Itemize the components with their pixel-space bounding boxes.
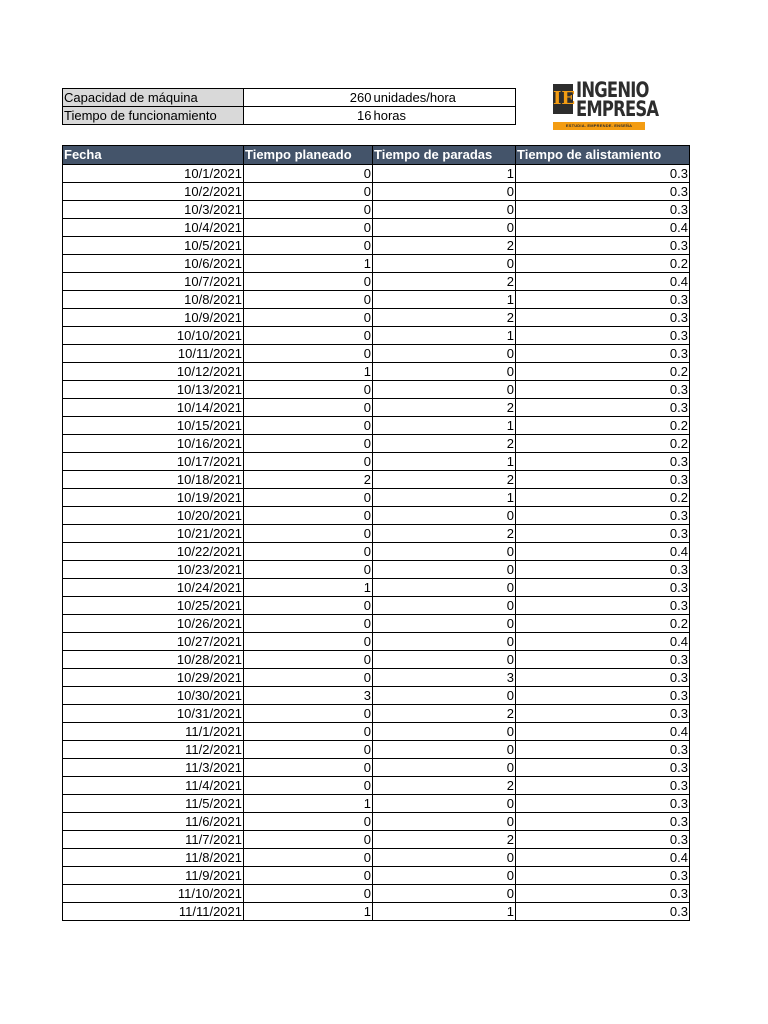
cell-fecha[interactable]: 10/30/2021 — [63, 687, 244, 705]
cell-tiempo-planeado[interactable]: 0 — [244, 759, 373, 777]
param-label[interactable]: Capacidad de máquina — [63, 89, 244, 107]
cell-tiempo-paradas[interactable]: 0 — [373, 183, 516, 201]
param-value[interactable]: 260 — [244, 89, 373, 107]
table-row — [63, 345, 690, 363]
cell-tiempo-planeado[interactable]: 0 — [244, 291, 373, 309]
cell-tiempo-paradas[interactable]: 1 — [373, 165, 516, 183]
cell-tiempo-paradas[interactable]: 0 — [373, 741, 516, 759]
cell-tiempo-paradas[interactable]: 0 — [373, 867, 516, 885]
cell-tiempo-paradas[interactable]: 0 — [373, 219, 516, 237]
table-body — [63, 165, 690, 921]
cell-tiempo-alistamiento[interactable]: 0.3 — [516, 453, 690, 471]
ingenio-empresa-logo — [553, 78, 659, 132]
cell-tiempo-alistamiento[interactable]: 0.3 — [516, 579, 690, 597]
cell-tiempo-alistamiento[interactable]: 0.3 — [516, 705, 690, 723]
cell-tiempo-planeado[interactable]: 0 — [244, 219, 373, 237]
cell-tiempo-paradas[interactable]: 0 — [373, 615, 516, 633]
cell-tiempo-alistamiento[interactable]: 0.4 — [516, 723, 690, 741]
cell-tiempo-paradas[interactable]: 0 — [373, 345, 516, 363]
cell-tiempo-alistamiento[interactable]: 0.3 — [516, 399, 690, 417]
production-data-table — [62, 145, 690, 921]
cell-tiempo-planeado[interactable]: 1 — [244, 579, 373, 597]
cell-tiempo-planeado[interactable]: 0 — [244, 885, 373, 903]
cell-tiempo-paradas[interactable]: 1 — [373, 489, 516, 507]
cell-tiempo-alistamiento[interactable]: 0.4 — [516, 633, 690, 651]
cell-tiempo-alistamiento[interactable]: 0.3 — [516, 309, 690, 327]
table-row — [63, 867, 690, 885]
table-row — [63, 615, 690, 633]
cell-fecha[interactable]: 10/9/2021 — [63, 309, 244, 327]
table-row — [63, 417, 690, 435]
table-row — [63, 237, 690, 255]
table-row — [63, 435, 690, 453]
cell-tiempo-alistamiento[interactable]: 0.3 — [516, 741, 690, 759]
cell-tiempo-planeado[interactable]: 0 — [244, 273, 373, 291]
cell-fecha[interactable]: 10/4/2021 — [63, 219, 244, 237]
table-row — [63, 741, 690, 759]
cell-tiempo-planeado[interactable]: 0 — [244, 453, 373, 471]
table-row — [63, 273, 690, 291]
cell-tiempo-paradas[interactable]: 0 — [373, 255, 516, 273]
cell-tiempo-planeado[interactable]: 0 — [244, 651, 373, 669]
cell-tiempo-planeado[interactable]: 0 — [244, 705, 373, 723]
cell-tiempo-paradas[interactable]: 2 — [373, 237, 516, 255]
cell-tiempo-alistamiento[interactable]: 0.3 — [516, 885, 690, 903]
logo-word-empresa: EMPRESA — [576, 97, 659, 121]
cell-tiempo-alistamiento[interactable]: 0.3 — [516, 795, 690, 813]
table-row — [63, 759, 690, 777]
cell-tiempo-alistamiento[interactable]: 0.3 — [516, 903, 690, 921]
cell-fecha[interactable]: 11/8/2021 — [63, 849, 244, 867]
cell-tiempo-planeado[interactable]: 0 — [244, 867, 373, 885]
cell-tiempo-paradas[interactable]: 0 — [373, 201, 516, 219]
table-row — [63, 381, 690, 399]
cell-fecha[interactable]: 10/2/2021 — [63, 183, 244, 201]
table-row — [63, 723, 690, 741]
cell-tiempo-planeado[interactable]: 0 — [244, 237, 373, 255]
cell-tiempo-alistamiento[interactable]: 0.3 — [516, 597, 690, 615]
cell-tiempo-alistamiento[interactable]: 0.2 — [516, 489, 690, 507]
cell-fecha[interactable]: 10/17/2021 — [63, 453, 244, 471]
cell-fecha[interactable]: 11/11/2021 — [63, 903, 244, 921]
table-row — [63, 831, 690, 849]
cell-tiempo-alistamiento[interactable]: 0.4 — [516, 849, 690, 867]
cell-fecha[interactable]: 10/14/2021 — [63, 399, 244, 417]
param-value[interactable]: 16 — [244, 107, 373, 125]
table-row — [63, 687, 690, 705]
table-row — [63, 165, 690, 183]
cell-tiempo-alistamiento[interactable]: 0.3 — [516, 201, 690, 219]
cell-tiempo-planeado[interactable]: 0 — [244, 561, 373, 579]
cell-fecha[interactable]: 10/27/2021 — [63, 633, 244, 651]
cell-tiempo-planeado[interactable]: 0 — [244, 849, 373, 867]
cell-tiempo-paradas[interactable]: 0 — [373, 633, 516, 651]
cell-fecha[interactable]: 11/1/2021 — [63, 723, 244, 741]
cell-fecha[interactable]: 11/9/2021 — [63, 867, 244, 885]
logo-word-ingenio: INGENIO — [576, 78, 649, 102]
cell-tiempo-planeado[interactable]: 0 — [244, 399, 373, 417]
logo-mark-icon: IE — [553, 84, 573, 114]
cell-tiempo-alistamiento[interactable]: 0.2 — [516, 615, 690, 633]
table-row — [63, 219, 690, 237]
param-row-runtime — [63, 107, 516, 125]
cell-tiempo-alistamiento[interactable]: 0.3 — [516, 183, 690, 201]
cell-tiempo-planeado[interactable]: 1 — [244, 363, 373, 381]
cell-fecha[interactable]: 10/26/2021 — [63, 615, 244, 633]
cell-tiempo-paradas[interactable]: 1 — [373, 291, 516, 309]
table-row — [63, 705, 690, 723]
cell-fecha[interactable]: 11/3/2021 — [63, 759, 244, 777]
cell-tiempo-planeado[interactable]: 0 — [244, 165, 373, 183]
table-row — [63, 813, 690, 831]
cell-tiempo-paradas[interactable]: 0 — [373, 813, 516, 831]
cell-tiempo-planeado[interactable]: 0 — [244, 669, 373, 687]
cell-tiempo-alistamiento[interactable]: 0.3 — [516, 777, 690, 795]
cell-fecha[interactable]: 11/10/2021 — [63, 885, 244, 903]
cell-fecha[interactable]: 10/7/2021 — [63, 273, 244, 291]
cell-fecha[interactable]: 10/20/2021 — [63, 507, 244, 525]
table-row — [63, 201, 690, 219]
header-tiempo-planeado[interactable]: Tiempo planeado — [244, 146, 373, 165]
cell-tiempo-planeado[interactable]: 0 — [244, 327, 373, 345]
table-row — [63, 489, 690, 507]
cell-tiempo-paradas[interactable]: 0 — [373, 651, 516, 669]
param-row-capacity — [63, 89, 516, 107]
cell-tiempo-planeado[interactable]: 0 — [244, 741, 373, 759]
table-header-row — [63, 146, 690, 165]
table-row — [63, 633, 690, 651]
cell-tiempo-alistamiento[interactable]: 0.3 — [516, 687, 690, 705]
cell-tiempo-planeado[interactable]: 0 — [244, 813, 373, 831]
table-row — [63, 453, 690, 471]
cell-tiempo-paradas[interactable]: 0 — [373, 561, 516, 579]
cell-tiempo-paradas[interactable]: 1 — [373, 417, 516, 435]
table-row — [63, 777, 690, 795]
cell-tiempo-paradas[interactable]: 2 — [373, 435, 516, 453]
table-row — [63, 525, 690, 543]
cell-tiempo-paradas[interactable]: 2 — [373, 705, 516, 723]
cell-fecha[interactable]: 10/1/2021 — [63, 165, 244, 183]
cell-tiempo-alistamiento[interactable]: 0.2 — [516, 417, 690, 435]
table-row — [63, 255, 690, 273]
cell-tiempo-planeado[interactable]: 3 — [244, 687, 373, 705]
cell-tiempo-alistamiento[interactable]: 0.2 — [516, 255, 690, 273]
cell-fecha[interactable]: 10/22/2021 — [63, 543, 244, 561]
cell-tiempo-alistamiento[interactable]: 0.3 — [516, 471, 690, 489]
cell-tiempo-alistamiento[interactable]: 0.3 — [516, 651, 690, 669]
table-row — [63, 327, 690, 345]
param-label[interactable]: Tiempo de funcionamiento — [63, 107, 244, 125]
cell-tiempo-alistamiento[interactable]: 0.3 — [516, 327, 690, 345]
table-row — [63, 399, 690, 417]
table-row — [63, 543, 690, 561]
cell-tiempo-alistamiento[interactable]: 0.4 — [516, 273, 690, 291]
cell-fecha[interactable]: 11/6/2021 — [63, 813, 244, 831]
cell-tiempo-alistamiento[interactable]: 0.2 — [516, 363, 690, 381]
logo-tagline: ESTUDIA. EMPRENDE. ENSEÑA — [553, 122, 645, 130]
cell-tiempo-paradas[interactable]: 0 — [373, 795, 516, 813]
cell-fecha[interactable]: 10/19/2021 — [63, 489, 244, 507]
cell-tiempo-paradas[interactable]: 2 — [373, 831, 516, 849]
cell-fecha[interactable]: 11/4/2021 — [63, 777, 244, 795]
cell-fecha[interactable]: 10/24/2021 — [63, 579, 244, 597]
table-row — [63, 885, 690, 903]
cell-tiempo-planeado[interactable]: 2 — [244, 471, 373, 489]
table-row — [63, 561, 690, 579]
cell-tiempo-planeado[interactable]: 0 — [244, 435, 373, 453]
table-row — [63, 669, 690, 687]
cell-tiempo-planeado[interactable]: 0 — [244, 345, 373, 363]
table-row — [63, 849, 690, 867]
cell-tiempo-paradas[interactable]: 0 — [373, 687, 516, 705]
cell-tiempo-planeado[interactable]: 0 — [244, 183, 373, 201]
cell-tiempo-alistamiento[interactable]: 0.4 — [516, 543, 690, 561]
cell-tiempo-planeado[interactable]: 1 — [244, 903, 373, 921]
cell-fecha[interactable]: 10/10/2021 — [63, 327, 244, 345]
cell-tiempo-planeado[interactable]: 0 — [244, 489, 373, 507]
cell-tiempo-alistamiento[interactable]: 0.3 — [516, 831, 690, 849]
cell-tiempo-planeado[interactable]: 1 — [244, 795, 373, 813]
cell-tiempo-paradas[interactable]: 1 — [373, 903, 516, 921]
cell-tiempo-paradas[interactable]: 3 — [373, 669, 516, 687]
cell-fecha[interactable]: 10/25/2021 — [63, 597, 244, 615]
table-row — [63, 363, 690, 381]
table-row — [63, 291, 690, 309]
cell-tiempo-alistamiento[interactable]: 0.3 — [516, 507, 690, 525]
cell-tiempo-paradas[interactable]: 0 — [373, 381, 516, 399]
table-row — [63, 183, 690, 201]
cell-tiempo-paradas[interactable]: 0 — [373, 723, 516, 741]
cell-tiempo-planeado[interactable]: 0 — [244, 597, 373, 615]
cell-fecha[interactable]: 10/18/2021 — [63, 471, 244, 489]
cell-fecha[interactable]: 10/31/2021 — [63, 705, 244, 723]
header-tiempo-alistamiento[interactable]: Tiempo de alistamiento — [516, 146, 690, 165]
cell-tiempo-paradas[interactable]: 2 — [373, 399, 516, 417]
table-row — [63, 471, 690, 489]
cell-fecha[interactable]: 11/2/2021 — [63, 741, 244, 759]
cell-tiempo-planeado[interactable]: 0 — [244, 543, 373, 561]
cell-tiempo-alistamiento[interactable]: 0.3 — [516, 345, 690, 363]
cell-fecha[interactable]: 10/12/2021 — [63, 363, 244, 381]
cell-tiempo-paradas[interactable]: 2 — [373, 471, 516, 489]
parameters-table — [62, 88, 516, 125]
cell-tiempo-alistamiento[interactable]: 0.3 — [516, 381, 690, 399]
cell-tiempo-alistamiento[interactable]: 0.3 — [516, 867, 690, 885]
param-unit[interactable]: horas — [373, 107, 516, 125]
table-row — [63, 579, 690, 597]
cell-tiempo-paradas[interactable]: 2 — [373, 525, 516, 543]
cell-tiempo-alistamiento[interactable]: 0.4 — [516, 219, 690, 237]
table-row — [63, 795, 690, 813]
cell-tiempo-planeado[interactable]: 1 — [244, 255, 373, 273]
cell-tiempo-paradas[interactable]: 0 — [373, 579, 516, 597]
cell-fecha[interactable]: 10/28/2021 — [63, 651, 244, 669]
cell-tiempo-paradas[interactable]: 0 — [373, 507, 516, 525]
cell-tiempo-planeado[interactable]: 0 — [244, 417, 373, 435]
cell-fecha[interactable]: 10/3/2021 — [63, 201, 244, 219]
cell-tiempo-planeado[interactable]: 0 — [244, 831, 373, 849]
cell-tiempo-paradas[interactable]: 0 — [373, 885, 516, 903]
cell-tiempo-paradas[interactable]: 0 — [373, 597, 516, 615]
cell-tiempo-alistamiento[interactable]: 0.3 — [516, 237, 690, 255]
header-tiempo-paradas[interactable]: Tiempo de paradas — [373, 146, 516, 165]
cell-tiempo-paradas[interactable]: 1 — [373, 327, 516, 345]
cell-tiempo-planeado[interactable]: 0 — [244, 507, 373, 525]
cell-tiempo-alistamiento[interactable]: 0.3 — [516, 525, 690, 543]
cell-fecha[interactable]: 10/29/2021 — [63, 669, 244, 687]
table-row — [63, 651, 690, 669]
cell-fecha[interactable]: 10/13/2021 — [63, 381, 244, 399]
cell-tiempo-planeado[interactable]: 0 — [244, 201, 373, 219]
cell-fecha[interactable]: 10/21/2021 — [63, 525, 244, 543]
cell-fecha[interactable]: 10/8/2021 — [63, 291, 244, 309]
cell-tiempo-planeado[interactable]: 0 — [244, 633, 373, 651]
cell-tiempo-alistamiento[interactable]: 0.3 — [516, 759, 690, 777]
cell-fecha[interactable]: 10/5/2021 — [63, 237, 244, 255]
cell-fecha[interactable]: 10/23/2021 — [63, 561, 244, 579]
cell-tiempo-paradas[interactable]: 2 — [373, 273, 516, 291]
cell-tiempo-paradas[interactable]: 0 — [373, 849, 516, 867]
cell-tiempo-alistamiento[interactable]: 0.2 — [516, 435, 690, 453]
header-fecha[interactable]: Fecha — [63, 146, 244, 165]
cell-tiempo-planeado[interactable]: 0 — [244, 615, 373, 633]
cell-tiempo-planeado[interactable]: 0 — [244, 381, 373, 399]
cell-fecha[interactable]: 10/15/2021 — [63, 417, 244, 435]
cell-tiempo-paradas[interactable]: 0 — [373, 543, 516, 561]
cell-tiempo-planeado[interactable]: 0 — [244, 723, 373, 741]
cell-tiempo-planeado[interactable]: 0 — [244, 309, 373, 327]
table-row — [63, 597, 690, 615]
cell-tiempo-paradas[interactable]: 2 — [373, 777, 516, 795]
table-row — [63, 507, 690, 525]
cell-tiempo-alistamiento[interactable]: 0.3 — [516, 669, 690, 687]
table-row — [63, 309, 690, 327]
cell-tiempo-paradas[interactable]: 1 — [373, 453, 516, 471]
cell-tiempo-alistamiento[interactable]: 0.3 — [516, 561, 690, 579]
param-unit[interactable]: unidades/hora — [373, 89, 516, 107]
table-row — [63, 903, 690, 921]
cell-tiempo-paradas[interactable]: 0 — [373, 363, 516, 381]
cell-tiempo-alistamiento[interactable]: 0.3 — [516, 291, 690, 309]
cell-fecha[interactable]: 10/6/2021 — [63, 255, 244, 273]
cell-fecha[interactable]: 10/11/2021 — [63, 345, 244, 363]
cell-fecha[interactable]: 10/16/2021 — [63, 435, 244, 453]
cell-fecha[interactable]: 11/7/2021 — [63, 831, 244, 849]
cell-fecha[interactable]: 11/5/2021 — [63, 795, 244, 813]
cell-tiempo-alistamiento[interactable]: 0.3 — [516, 813, 690, 831]
cell-tiempo-paradas[interactable]: 0 — [373, 759, 516, 777]
cell-tiempo-alistamiento[interactable]: 0.3 — [516, 165, 690, 183]
cell-tiempo-paradas[interactable]: 2 — [373, 309, 516, 327]
cell-tiempo-planeado[interactable]: 0 — [244, 777, 373, 795]
cell-tiempo-planeado[interactable]: 0 — [244, 525, 373, 543]
